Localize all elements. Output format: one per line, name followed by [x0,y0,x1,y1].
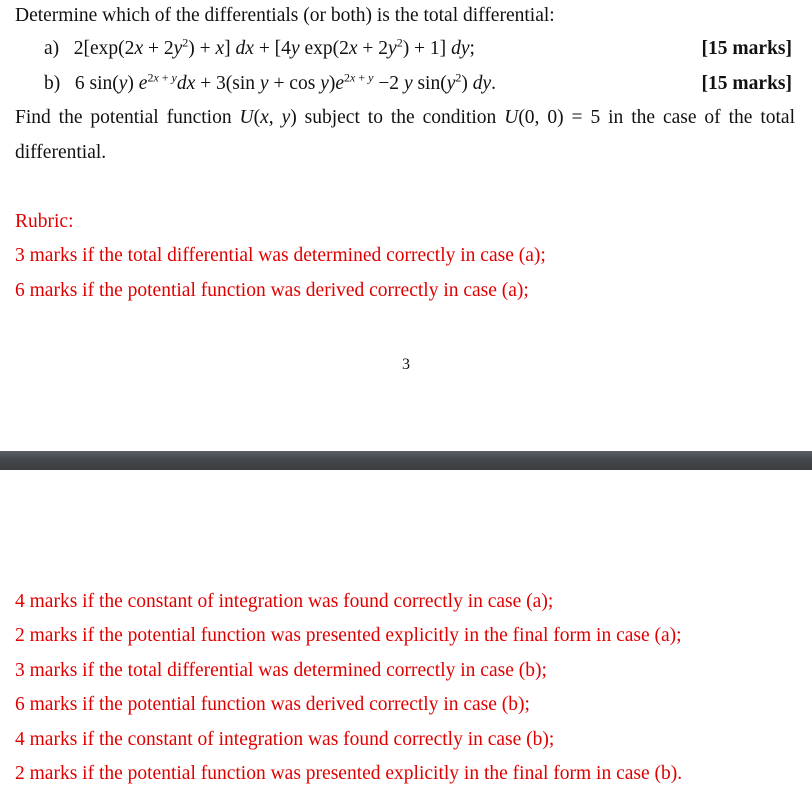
rubric-item: 6 marks if the potential function was derived correctly in case (b); [15,694,530,715]
question-intro: Determine which of the differentials (or both) is the total differential: [15,5,555,26]
part-a [44,37,475,61]
part-b [44,72,496,96]
task-line-2: differential. [15,142,107,163]
rubric-item: 3 marks if the total differential was determined correctly in case (a); [15,245,546,266]
document-page-2 [0,470,812,787]
part-b-expression: 6 sin(y) $e^{2x + y}dx + 3(\sin$ $y + \cos y)e^{2x + y} -2$ y $\sin(y^2)$ dy. [65,70,497,94]
task-line-1: Find the potential function U(x, y) subject to the condition U(0, 0) = 5 in the case of the total [15,107,795,128]
rubric-item: 2 marks if the potential function was presented explicitly in the final form in case (a); [15,625,682,646]
part-a-marks: [15 marks] [701,38,792,59]
page-separator [0,451,812,470]
part-a-expression: $2[\exp(2x + 2y^2) + x]$ dx + [4y $\exp(2x + 2y^2) + 1$] dy; [64,35,475,59]
part-b-label: b) [44,73,61,94]
rubric-item: 2 marks if the potential function was presented explicitly in the final form in case (b). [15,763,683,784]
part-b-marks: [15 marks] [701,73,792,94]
rubric-item: 3 marks if the total differential was determined correctly in case (b); [15,660,547,681]
rubric-title: Rubric: [15,211,74,232]
part-a-label: a) [44,38,60,59]
rubric-item: 6 marks if the potential function was derived correctly in case (a); [15,280,529,301]
rubric-item: 4 marks if the constant of integration was found correctly in case (b); [15,729,555,750]
page-number: 3 [402,356,410,373]
rubric-item: 4 marks if the constant of integration was found correctly in case (a); [15,591,554,612]
